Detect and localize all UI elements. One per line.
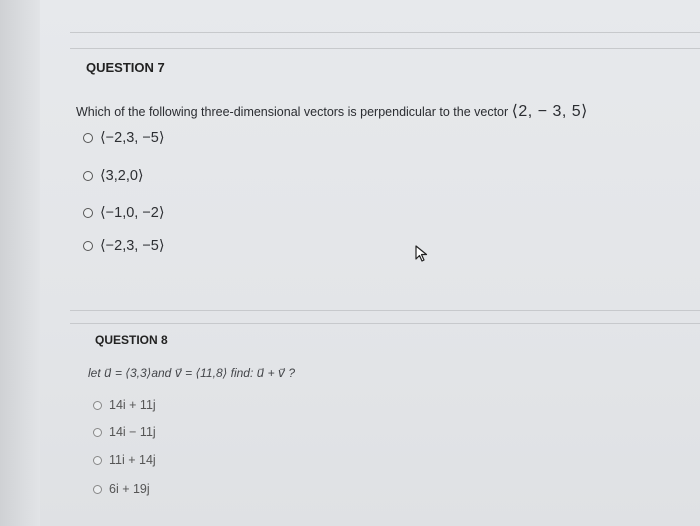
- question-8-option-1[interactable]: [93, 398, 156, 412]
- option-label: 6i + 19j: [109, 482, 150, 496]
- question-7-option-4[interactable]: [83, 238, 165, 254]
- radio-button[interactable]: [93, 401, 102, 410]
- radio-button[interactable]: [93, 485, 102, 494]
- radio-button[interactable]: [93, 456, 102, 465]
- question-7-vector: ⟨2, − 3, 5⟩: [511, 103, 588, 120]
- radio-button[interactable]: [83, 133, 93, 143]
- question-8-prompt: let u⃗ = ⟨3,3⟩and v⃗ = ⟨11,8⟩ find: u⃗ + v⃗ ?: [88, 366, 296, 380]
- question-7-heading: QUESTION 7: [86, 60, 165, 75]
- question-7-prompt: [76, 101, 588, 121]
- question-8-option-3[interactable]: [93, 453, 156, 467]
- option-label: ⟨−2,3, −5⟩: [100, 130, 165, 146]
- radio-button[interactable]: [93, 428, 102, 437]
- option-label: ⟨−1,0, −2⟩: [100, 205, 165, 221]
- question-7-option-1[interactable]: [83, 130, 165, 146]
- question-7-prompt-text: Which of the following three-dimensional vectors is perpendicular to the vector: [76, 105, 509, 119]
- divider: [70, 32, 700, 33]
- option-label: 14i − 11j: [109, 425, 156, 439]
- radio-button[interactable]: [83, 241, 93, 251]
- radio-button[interactable]: [83, 171, 93, 181]
- quiz-page: [40, 0, 700, 526]
- option-label: 14i + 11j: [109, 398, 156, 412]
- question-8-option-2[interactable]: [93, 425, 156, 439]
- question-7-option-2[interactable]: [83, 168, 144, 184]
- mouse-pointer-icon: [415, 245, 429, 268]
- divider: [70, 310, 700, 311]
- divider: [70, 48, 700, 49]
- divider: [70, 323, 700, 324]
- question-8-option-4[interactable]: [93, 482, 150, 496]
- radio-button[interactable]: [83, 208, 93, 218]
- left-margin: [0, 0, 40, 526]
- option-label: ⟨3,2,0⟩: [100, 168, 144, 184]
- question-7-option-3[interactable]: [83, 205, 165, 221]
- question-8-heading: QUESTION 8: [95, 333, 168, 347]
- option-label: ⟨−2,3, −5⟩: [100, 238, 165, 254]
- option-label: 11i + 14j: [109, 453, 156, 467]
